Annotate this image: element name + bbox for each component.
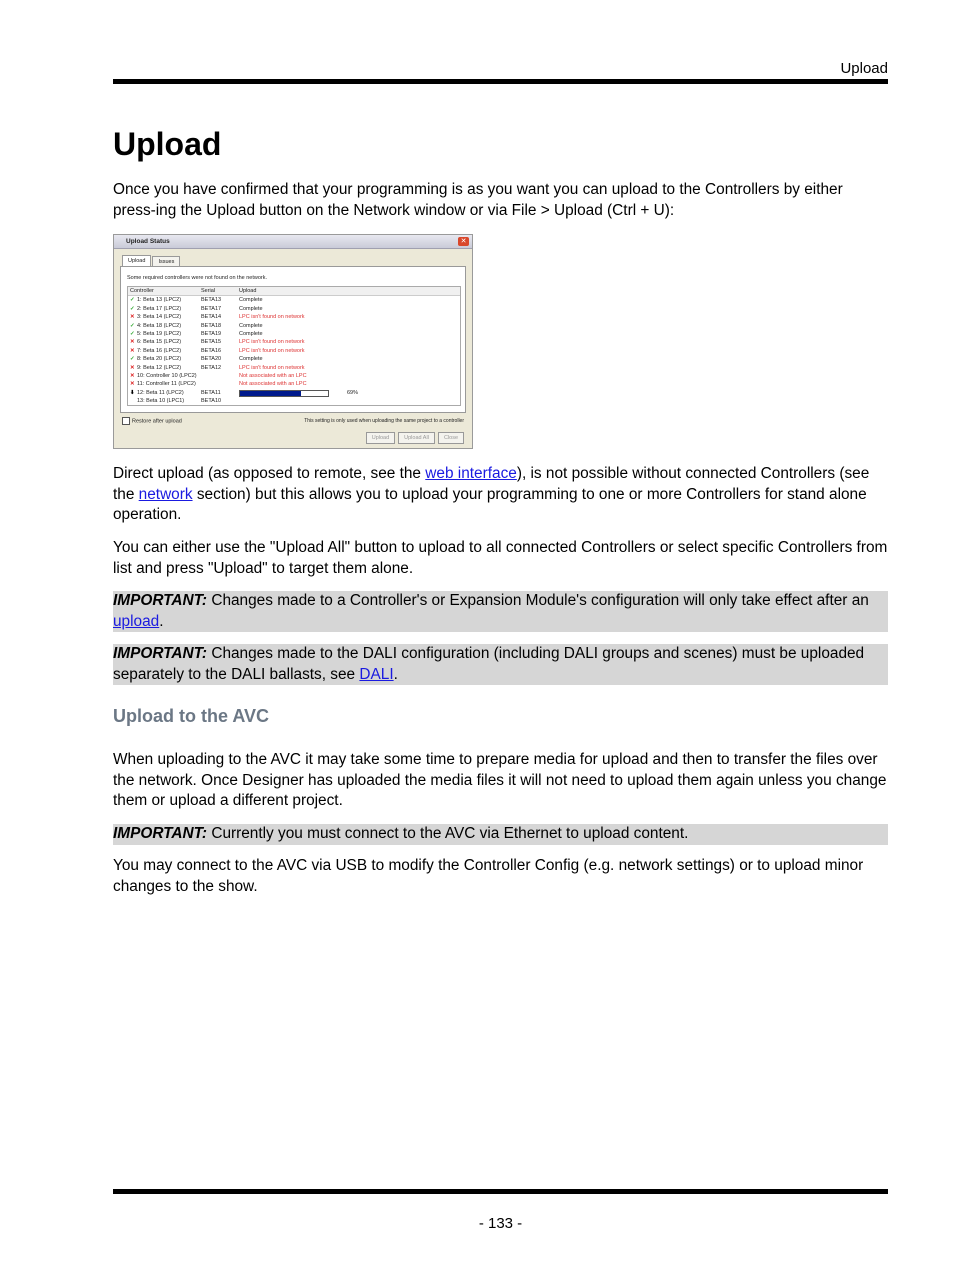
download-arrow-icon: ⬇ <box>130 389 135 396</box>
error-x-icon: ✕ <box>130 381 135 388</box>
para2-text-1: Direct upload (as opposed to remote, see the <box>113 465 426 482</box>
row-upload-status: Not associated with an LPC <box>239 381 307 388</box>
check-icon: ✓ <box>130 322 135 329</box>
page-title: Upload <box>113 126 222 162</box>
row-upload-status: Complete <box>239 356 263 363</box>
row-serial: BETA13 <box>201 297 222 304</box>
controller-name: 6: Beta 15 (LPC2) <box>137 339 182 346</box>
controller-name: 3: Beta 14 (LPC2) <box>137 314 182 321</box>
table-row <box>128 364 460 372</box>
row-controller <box>130 338 196 346</box>
check-icon: ✓ <box>130 305 135 312</box>
upload-button: Upload <box>366 432 395 444</box>
para2-text-2: ), is not possible without connected Controllers (see the <box>113 465 870 503</box>
check-icon: ✓ <box>130 330 135 337</box>
important-note-avc <box>113 824 888 845</box>
list-rows <box>128 296 460 405</box>
note-end: . <box>159 612 164 630</box>
network-link[interactable]: network <box>138 485 193 503</box>
controller-name: 13: Beta 10 (LPC1) <box>137 398 185 405</box>
row-serial: BETA12 <box>201 364 222 371</box>
intro-paragraph: Once you have confirmed that your programming is as you want you can upload to the Controllers by either press-ing the Upload button on the Network window or via File > Upload (Ctrl + U): <box>113 181 843 219</box>
footer-rule <box>113 1189 888 1194</box>
table-row <box>128 372 460 380</box>
row-upload-status: Not associated with an LPC <box>239 372 307 379</box>
error-x-icon: ✕ <box>130 372 135 379</box>
controller-name: 1: Beta 13 (LPC2) <box>137 297 182 304</box>
note-text: Changes made to the DALI configuration (including DALI groups and scenes) must be uploaded separately to the DALI ballasts, see <box>113 645 865 683</box>
progress-label: 69% <box>347 389 359 396</box>
row-controller <box>130 313 196 321</box>
table-row <box>128 338 460 346</box>
row-upload-status: LPC isn't found on network <box>239 347 305 354</box>
controller-list <box>127 286 461 406</box>
row-upload-status: LPC isn't found on network <box>239 364 305 371</box>
row-upload-status: Complete <box>239 322 263 329</box>
important-note-upload <box>113 591 888 632</box>
table-row <box>128 389 460 397</box>
progress-fill <box>240 391 301 396</box>
note-label: IMPORTANT: <box>113 592 208 609</box>
dialog-title: Upload Status <box>126 238 170 245</box>
note-text: Changes made to a Controller's or Expansion Module's configuration will only take effect after an <box>207 592 869 609</box>
upload-all-paragraph: You can either use the "Upload All" button to upload to all connected Controllers or select specific Controllers from list and press "Upload" to target them alone. <box>113 539 888 577</box>
table-row <box>128 296 460 304</box>
column-header-upload: Upload <box>239 288 257 294</box>
note-text: Currently you must connect to the AVC via Ethernet to upload content. <box>207 825 689 842</box>
row-serial: BETA20 <box>201 356 222 363</box>
tab-issues: Issues <box>152 256 180 268</box>
table-row <box>128 330 460 338</box>
error-x-icon: ✕ <box>130 364 135 371</box>
table-row <box>128 355 460 363</box>
upload-status-dialog-screenshot <box>113 234 473 449</box>
check-icon: ✓ <box>130 297 135 304</box>
controller-name: 9: Beta 12 (LPC2) <box>137 364 182 371</box>
tab-panel <box>120 266 466 413</box>
dialog-message: Some required controllers were not found on the network. <box>127 275 268 281</box>
error-x-icon: ✕ <box>130 314 135 321</box>
row-controller <box>130 355 196 363</box>
row-serial: BETA16 <box>201 347 222 354</box>
row-serial: BETA18 <box>201 322 222 329</box>
note-end: . <box>393 665 398 683</box>
controller-name: 5: Beta 19 (LPC2) <box>137 330 182 337</box>
important-note-dali <box>113 644 888 685</box>
row-controller <box>130 380 196 388</box>
row-serial: BETA14 <box>201 314 222 321</box>
web-interface-link[interactable]: web interface <box>425 465 517 482</box>
usb-paragraph: You may connect to the AVC via USB to modify the Controller Config (e.g. network settings) or to upload minor changes to the show. <box>113 857 864 895</box>
table-row <box>128 380 460 388</box>
controller-name: 4: Beta 18 (LPC2) <box>137 322 182 329</box>
row-controller <box>130 330 196 338</box>
running-header: Upload <box>840 60 888 77</box>
row-controller <box>130 347 196 355</box>
restore-checkbox <box>122 417 182 425</box>
dialog-buttons <box>363 432 464 444</box>
row-controller <box>130 322 196 330</box>
avc-upload-paragraph: When uploading to the AVC it may take some time to prepare media for upload and then to transfer the files over the network. Once Designer has uploaded the media files it will not need to upload them again unless you change them or upload a different project. <box>113 751 887 809</box>
direct-upload-paragraph <box>113 464 888 526</box>
row-upload-status: Complete <box>239 297 263 304</box>
table-row <box>128 322 460 330</box>
close-button: Close <box>438 432 464 444</box>
upload-link[interactable]: upload <box>113 612 160 630</box>
row-upload-status: LPC isn't found on network <box>239 339 305 346</box>
table-row <box>128 397 460 405</box>
row-serial: BETA15 <box>201 339 222 346</box>
table-row <box>128 347 460 355</box>
dialog-footer-note: This setting is only used when uploading the same project to a controller <box>304 418 464 424</box>
row-serial: BETA17 <box>201 305 222 312</box>
dialog-titlebar <box>114 235 472 249</box>
row-controller <box>130 372 196 380</box>
row-serial: BETA11 <box>201 389 221 396</box>
row-controller <box>130 364 196 372</box>
table-row <box>128 313 460 321</box>
section-heading-avc: Upload to the AVC <box>113 706 269 726</box>
check-icon: ✓ <box>130 356 135 363</box>
checkbox-box <box>122 417 130 425</box>
row-serial: BETA10 <box>201 398 222 405</box>
controller-name: 8: Beta 20 (LPC2) <box>137 356 182 363</box>
row-controller <box>130 397 196 405</box>
row-serial: BETA19 <box>201 330 222 337</box>
row-upload-status: Complete <box>239 305 263 312</box>
upload-all-button: Upload All <box>398 432 435 444</box>
row-controller <box>130 389 196 397</box>
controller-name: 10: Controller 10 (LPC2) <box>137 372 197 379</box>
close-icon: ✕ <box>458 237 469 246</box>
row-controller <box>130 305 196 313</box>
controller-name: 12: Beta 11 (LPC2) <box>137 389 184 396</box>
controller-name: 2: Beta 17 (LPC2) <box>137 305 182 312</box>
table-row <box>128 305 460 313</box>
row-upload-status: Complete <box>239 330 263 337</box>
para2-text-3: section) but this allows you to upload your programming to one or more Controllers for stand alone operation. <box>113 485 867 523</box>
note-label: IMPORTANT: <box>113 645 208 662</box>
checkbox-label: Restore after upload <box>132 418 182 425</box>
error-x-icon: ✕ <box>130 339 135 346</box>
tab-upload: Upload <box>122 255 151 268</box>
column-header-serial: Serial <box>201 288 216 294</box>
header-rule <box>113 79 888 84</box>
column-header-controller: Controller <box>130 288 154 294</box>
error-x-icon: ✕ <box>130 347 135 354</box>
row-controller <box>130 296 196 304</box>
dialog-tabs <box>122 255 181 266</box>
note-label: IMPORTANT: <box>113 825 208 842</box>
row-upload-status: LPC isn't found on network <box>239 314 305 321</box>
controller-name: 7: Beta 16 (LPC2) <box>137 347 182 354</box>
page-number: - 133 - <box>478 1215 523 1232</box>
list-header <box>128 287 460 296</box>
dali-link[interactable]: DALI <box>359 665 394 683</box>
controller-name: 11: Controller 11 (LPC2) <box>137 381 196 388</box>
